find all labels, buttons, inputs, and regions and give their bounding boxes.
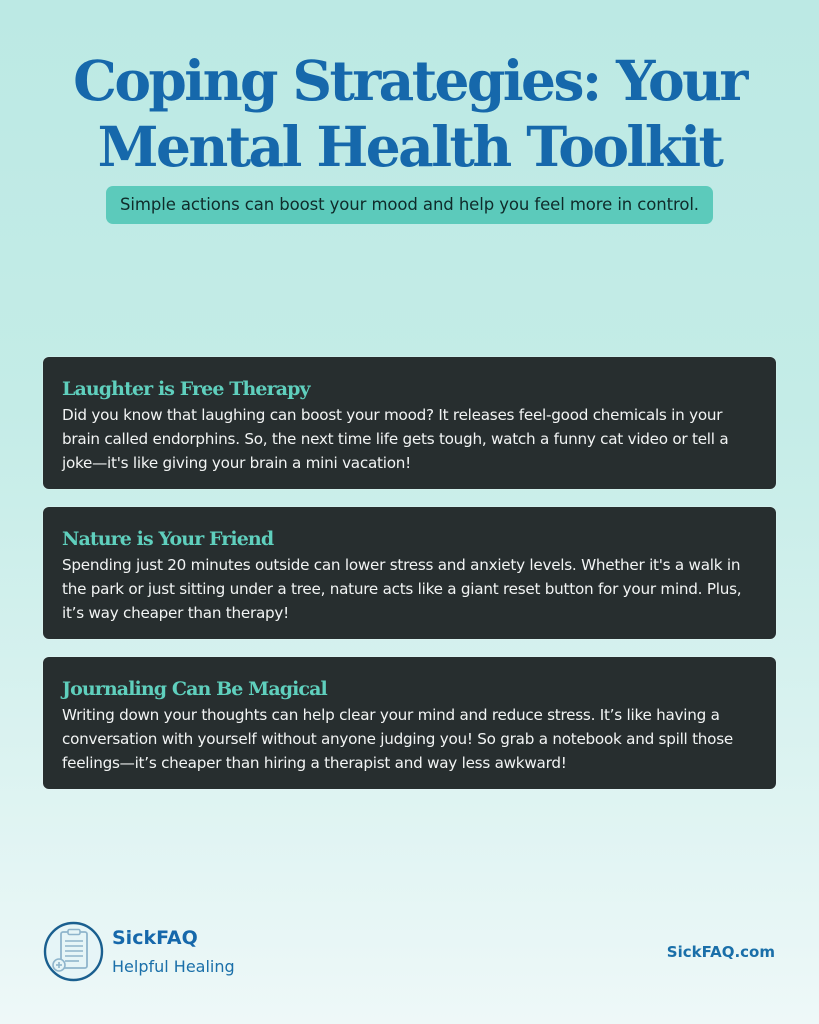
card-title: Nature is Your Friend — [62, 528, 274, 550]
subtitle-banner: Simple actions can boost your mood and help you feel more in control. — [106, 186, 713, 224]
card-title: Laughter is Free Therapy — [62, 378, 310, 400]
card-body: Writing down your thoughts can help clear your mind and reduce stress. It’s like having a conversation with yourself without anyone judging you! So grab a notebook and spill those feelings—it’s cheaper than hiring a therapist and way less awkward! — [62, 706, 733, 772]
card-body: Spending just 20 minutes outside can lower stress and anxiety levels. Whether it's a walk in the park or just sitting under a tree, nature acts like a giant reset button for your mind. Plus, it’s way cheaper than therapy! — [62, 556, 742, 622]
tip-card-journaling — [43, 657, 776, 789]
title-line-2: Mental Health Toolkit — [97, 114, 722, 179]
title-line-1: Coping Strategies: Your — [73, 48, 746, 113]
subtitle-container — [0, 186, 819, 224]
site-link[interactable]: SickFAQ.com — [666, 943, 775, 961]
card-body: Did you know that laughing can boost your mood? It releases feel-good chemicals in your brain called endorphins. So, the next time life gets tough, watch a funny cat video or tell a joke—it's like giving your brain a mini vacation! — [62, 406, 729, 472]
tip-card-nature — [43, 507, 776, 639]
brand-tagline: Helpful Healing — [112, 957, 235, 976]
tip-card-laughter — [43, 357, 776, 489]
card-title: Journaling Can Be Magical — [62, 678, 327, 700]
clipboard-medical-icon — [43, 921, 104, 982]
page-title — [0, 48, 819, 180]
brand-name: SickFAQ — [112, 927, 198, 949]
